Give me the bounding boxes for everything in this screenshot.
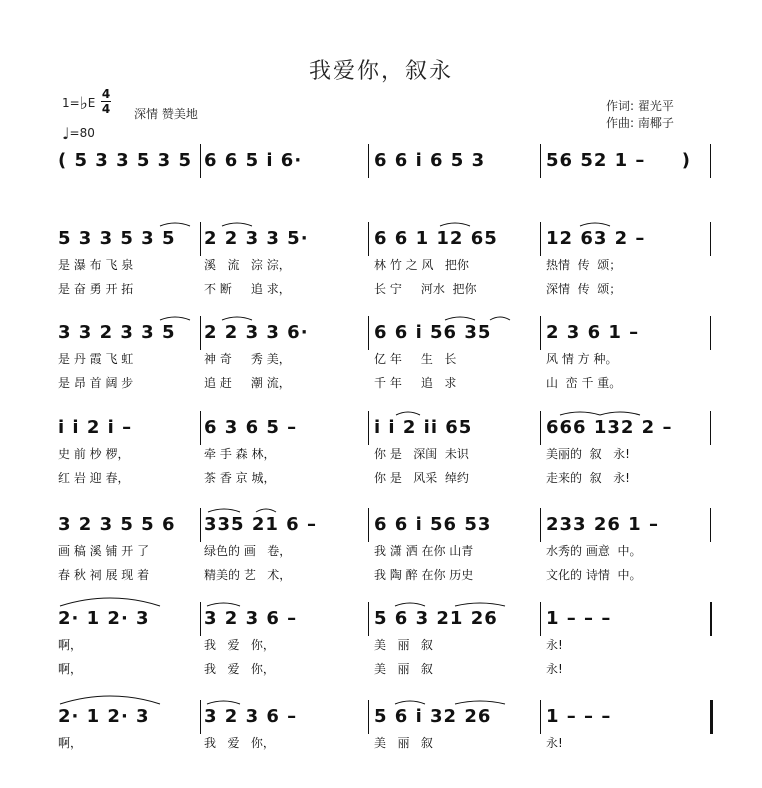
measure: 1 – – – [546,706,612,727]
lyric-segment: 风 情 方 种。 [546,352,618,366]
lyric-segment: 美 丽 叙 [374,662,433,676]
lyric-segment: 美 丽 叙 [374,638,433,652]
slur-arc [395,701,425,704]
measure: 2· 1 2· 3 [58,706,150,727]
slur-arc [160,317,190,320]
measure: 2· 1 2· 3 [58,608,150,629]
measure: 3 2 3 6 – [204,608,298,629]
lyric-segment: 美丽的 叙 永! [546,447,630,461]
slur-arc [396,412,420,415]
lyric-segment: 绿色的 画 卷， [204,544,292,558]
measure: ( 5 3 3 5 3 5 [58,150,192,171]
measure: i i 2 i – [58,417,133,438]
slur-arc [208,509,240,512]
slur-arc [256,509,276,512]
slur-marks [0,150,762,180]
lyric-segment: 你 是 深闺 未识 [374,447,469,461]
lyric-segment: 山 峦 千 重。 [546,376,622,390]
lyric-segment: 是 瀑 布 飞 泉 [58,258,134,272]
lyric-segment: 水秀的 画意 中。 [546,544,642,558]
key-prefix: 1= [62,96,80,110]
lyric-segment: 我 爱 你， [204,662,275,676]
slur-arc [490,317,510,320]
slur-arc [455,603,505,606]
measure: 6 6 5 i 6· [204,150,303,171]
lyric-segment: 啊， [58,736,83,750]
tempo-value: =80 [69,126,95,140]
lyric-segment: 深情 传 颂； [546,282,622,296]
lyric-segment: 牵 手 森 林， [204,447,276,461]
lyric-segment: 画 稿 溪 铺 开 了 [58,544,150,558]
key-signature [62,94,95,114]
slur-arc [160,223,190,226]
measure: 6 6 i 6 5 3 [374,150,486,171]
flat-sign: ♭ [79,94,88,114]
measure: 5 6 i 32 26 [374,706,492,727]
lyric-segment: 是 昂 首 阔 步 [58,376,134,390]
slur-arc [60,696,160,704]
lyric-segment: 永! [546,638,563,652]
lyric-segment: 我 爱 你， [204,638,275,652]
measure: 2 2 3 3 6· [204,322,309,343]
lyric-segment: 精美的 艺 术， [204,568,292,582]
measure: 3 2 3 6 – [204,706,298,727]
slur-marks [0,706,762,736]
lyric-segment: 永! [546,662,563,676]
time-bottom: 4 [101,102,111,116]
lyric-segment: 你 是 风采 绰约 [374,471,469,485]
lyric-segment: 啊， [58,662,83,676]
slur-arc [445,317,475,320]
lyric-segment: 我 潇 洒 在你 山青 [374,544,474,558]
lyric-segment: 追 赶 潮 流， [204,376,291,390]
slur-arc [440,223,470,226]
measure: 6 6 i 56 35 [374,322,492,343]
lyric-segment: 林 竹 之 风 把你 [374,258,469,272]
lyric-segment: 千 年 追 求 [374,376,457,390]
time-signature [101,88,111,115]
slur-arc [222,223,252,226]
measure: 335 21 6 – [204,514,317,535]
measure: 6 6 i 56 53 [374,514,492,535]
lyric-segment: 永! [546,736,563,750]
slur-marks [0,514,762,544]
lyric-segment: 茶 香 京 城， [204,471,276,485]
measure: 1 – – – [546,608,612,629]
lyric-segment: 红 岩 迎 春， [58,471,130,485]
slur-arc [395,603,425,606]
measure: 666 132 2 – [546,417,673,438]
measure: i i 2 ii 65 [374,417,473,438]
lyric-segment: 文化的 诗情 中。 [546,568,642,582]
measure: 3 3 2 3 3 5 [58,322,176,343]
time-top: 4 [101,87,111,101]
slur-marks [0,417,762,447]
composer-credit: 作曲: 南椰子 [606,116,674,130]
lyric-segment: 啊， [58,638,83,652]
tempo-mark [62,124,95,143]
lyric-segment: 长 宁 河水 把你 [374,282,477,296]
key-letter: E [87,96,96,110]
lyric-segment: 热情 传 颂； [546,258,622,272]
song-title: 我爱你，叙永 [308,59,453,84]
slur-marks [0,228,762,258]
slur-arc [600,412,640,415]
lyric-segment: 神 奇 秀 美， [204,352,291,366]
measure: 5 6 3 21 26 [374,608,498,629]
lyric-segment: 春 秋 祠 展 现 着 [58,568,150,582]
lyricist-credit: 作词: 翟光平 [606,99,674,113]
measure: 2 2 3 3 5· [204,228,309,249]
measure: 6 3 6 5 – [204,417,298,438]
measure: 233 26 1 – [546,514,659,535]
lyric-segment: 走来的 叙 永! [546,471,630,485]
lyric-segment: 我 爱 你， [204,736,275,750]
lyric-segment: 是 奋 勇 开 拓 [58,282,134,296]
slur-arc [207,701,240,704]
quarter-note-icon: ♩ [62,124,70,143]
measure: 56 52 1 – ) [546,150,691,171]
slur-arc [222,317,252,320]
measure: 5 3 3 5 3 5 [58,228,176,249]
lyric-segment: 亿 年 生 长 [374,352,457,366]
slur-marks [0,322,762,352]
lyric-segment: 不 断 追 求， [204,282,291,296]
lyric-segment: 史 前 杪 椤， [58,447,130,461]
measure: 3 2 3 5 5 6 [58,514,176,535]
slur-arc [60,598,160,606]
slur-marks [0,608,762,638]
slur-arc [560,412,600,415]
lyric-segment: 溪 流 淙 淙， [204,258,291,272]
lyric-segment: 我 陶 醉 在你 历史 [374,568,474,582]
slur-arc [580,223,610,226]
measure: 12 63 2 – [546,228,646,249]
measure: 6 6 1 12 65 [374,228,498,249]
slur-arc [455,701,505,704]
measure: 2 3 6 1 – [546,322,640,343]
lyric-segment: 是 丹 霞 飞 虹 [58,352,134,366]
lyric-segment: 美 丽 叙 [374,736,433,750]
slur-arc [207,603,240,606]
expression-mark: 深情 赞美地 [134,107,198,121]
